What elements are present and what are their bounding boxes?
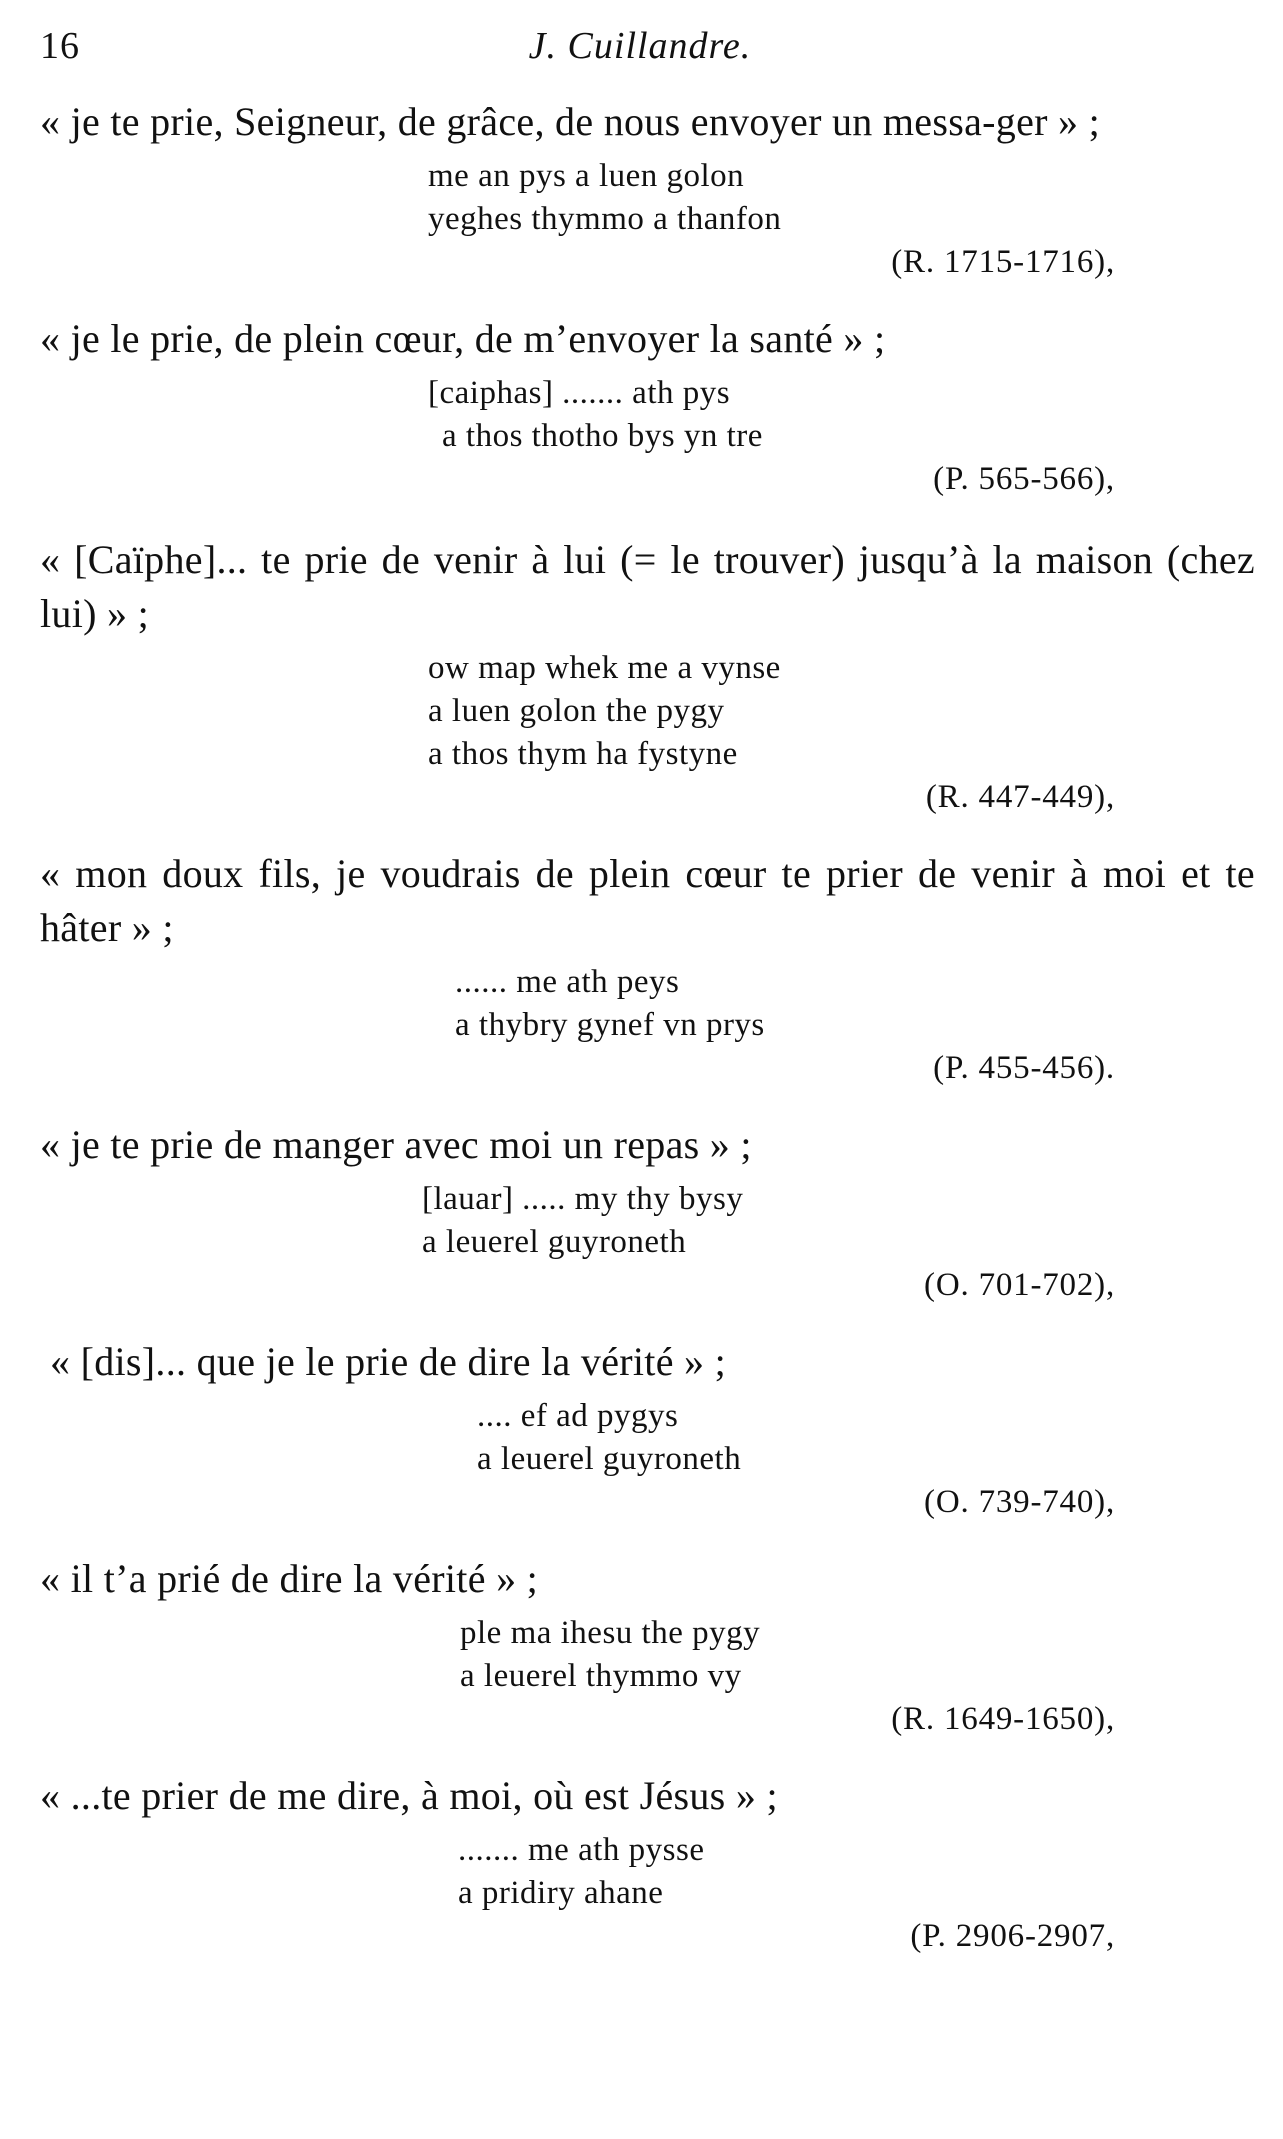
cornish-verse [455, 961, 1255, 1047]
french-translation: « [dis]... que je le prie de dire la vérité » ; [50, 1339, 727, 1384]
page-body [40, 95, 1255, 1958]
french-translation: « ...te prier de me dire, à moi, où est Jésus » ; [40, 1773, 778, 1818]
verse-line: a luen golon the pygy [428, 693, 725, 729]
quotation-entry [40, 1118, 1255, 1307]
verse-line: [lauar] ..... my thy bysy [422, 1181, 744, 1217]
quotation-entry [40, 533, 1255, 819]
verse-reference: (R. 1715-1716), [891, 244, 1115, 280]
verse-line: a thybry gynef vn prys [455, 1007, 765, 1043]
quotation-entry [40, 1769, 1255, 1958]
verse-line: [caiphas] ....... ath pys [428, 375, 731, 411]
verse-line: ....... me ath pysse [458, 1832, 705, 1868]
cornish-verse [428, 647, 1255, 776]
page-header [40, 24, 1240, 84]
verse-line: me an pys a luen golon [428, 158, 745, 194]
verse-line: a pridiry ahane [458, 1875, 664, 1911]
cornish-verse [477, 1395, 1255, 1481]
french-translation: « [Caïphe]... te prie de venir à lui (= le trouver) jusqu’à la maison (chez lui) » ; [40, 537, 1255, 636]
verse-reference: (O. 701-702), [924, 1267, 1115, 1303]
verse-reference: (P. 565-566), [933, 461, 1115, 497]
verse-line: ...... me ath peys [455, 964, 680, 1000]
verse-line: a leuerel guyroneth [477, 1441, 742, 1477]
french-translation: « je te prie, Seigneur, de grâce, de nous envoyer un messa-ger » ; [40, 99, 1101, 144]
cornish-verse [428, 155, 1255, 241]
verse-reference: (P. 455-456). [933, 1050, 1115, 1086]
french-translation: « je le prie, de plein cœur, de m’envoyer la santé » ; [40, 316, 886, 361]
verse-line: a thos thym ha fystyne [428, 736, 738, 772]
quotation-entry [40, 1552, 1255, 1741]
quotation-entry [40, 95, 1255, 284]
cornish-verse [428, 372, 1255, 458]
verse-reference: (R. 447-449), [925, 779, 1115, 815]
cornish-verse [422, 1178, 1255, 1264]
verse-line: a leuerel thymmo vy [460, 1658, 742, 1694]
quotation-entry [40, 1335, 1255, 1524]
french-translation: « il t’a prié de dire la vérité » ; [40, 1556, 539, 1601]
french-translation: « je te prie de manger avec moi un repas » ; [40, 1122, 752, 1167]
running-title: J. Cuillandre. [528, 25, 752, 67]
verse-line: yeghes thymmo a thanfon [428, 201, 782, 237]
quotation-entry [40, 847, 1255, 1090]
verse-line: a leuerel guyroneth [422, 1224, 687, 1260]
verse-line: .... ef ad pygys [477, 1398, 679, 1434]
cornish-verse [458, 1829, 1255, 1915]
verse-line: ow map whek me a vynse [428, 650, 781, 686]
verse-reference: (R. 1649-1650), [891, 1701, 1115, 1737]
cornish-verse [460, 1612, 1255, 1698]
verse-line: a thos thotho bys yn tre [442, 418, 763, 454]
quotation-entry [40, 312, 1255, 501]
french-translation: « mon doux fils, je voudrais de plein cœur te prier de venir à moi et te hâter » ; [40, 851, 1255, 950]
verse-line: ple ma ihesu the pygy [460, 1615, 761, 1651]
page-number: 16 [40, 25, 80, 67]
verse-reference: (P. 2906-2907, [910, 1918, 1115, 1954]
verse-reference: (O. 739-740), [924, 1484, 1115, 1520]
